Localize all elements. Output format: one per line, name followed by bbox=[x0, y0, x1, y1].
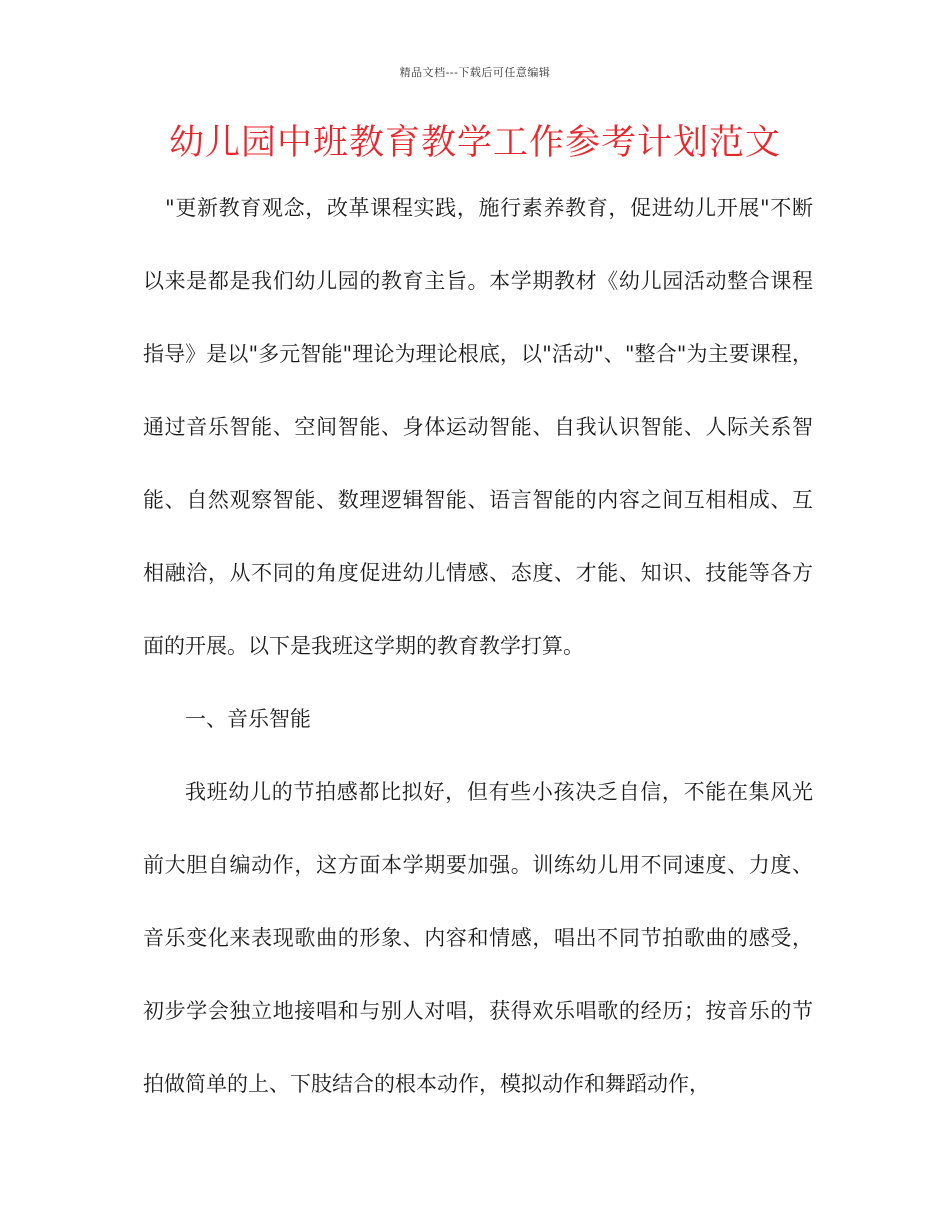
paragraph-music: 我班幼儿的节拍感都比拟好，但有些小孩决乏自信，不能在集风光前大胆自编动作，这方面本学期要加强。训练幼儿用不同速度、力度、音乐变化来表现歌曲的形象、内容和情感，唱出不同节拍歌曲的感受，初步学会独立地接唱和与别人对唱，获得欢乐唱歌的经历；按音乐的节拍做简单的上、下肢结合的根本动作，模拟动作和舞蹈动作， bbox=[143, 780, 813, 1096]
header-note: 精品文档---下载后可任意编辑 bbox=[399, 66, 551, 79]
document-body bbox=[143, 172, 813, 1121]
paragraph-intro: "更新教育观念，改革课程实践，施行素养教育，促进幼儿开展"不断以来是都是我们幼儿园的教育主旨。本学期教材《幼儿园活动整合课程指导》是以"多元智能"理论为理论根底，以"活动"、"整合"为主要课程，通过音乐智能、空间智能、身体运动智能、自我认识智能、人际关系智能、自然观察智能、数理逻辑智能、语言智能的内容之间互相相成、互相融洽，从不同的角度促进幼儿情感、态度、才能、知识、技能等各方面的开展。以下是我班这学期的教育教学打算。 bbox=[143, 196, 813, 658]
document-title: 幼儿园中班教育教学工作参考计划范文 bbox=[168, 123, 781, 163]
section-heading-music: 一、音乐智能 bbox=[185, 707, 311, 731]
